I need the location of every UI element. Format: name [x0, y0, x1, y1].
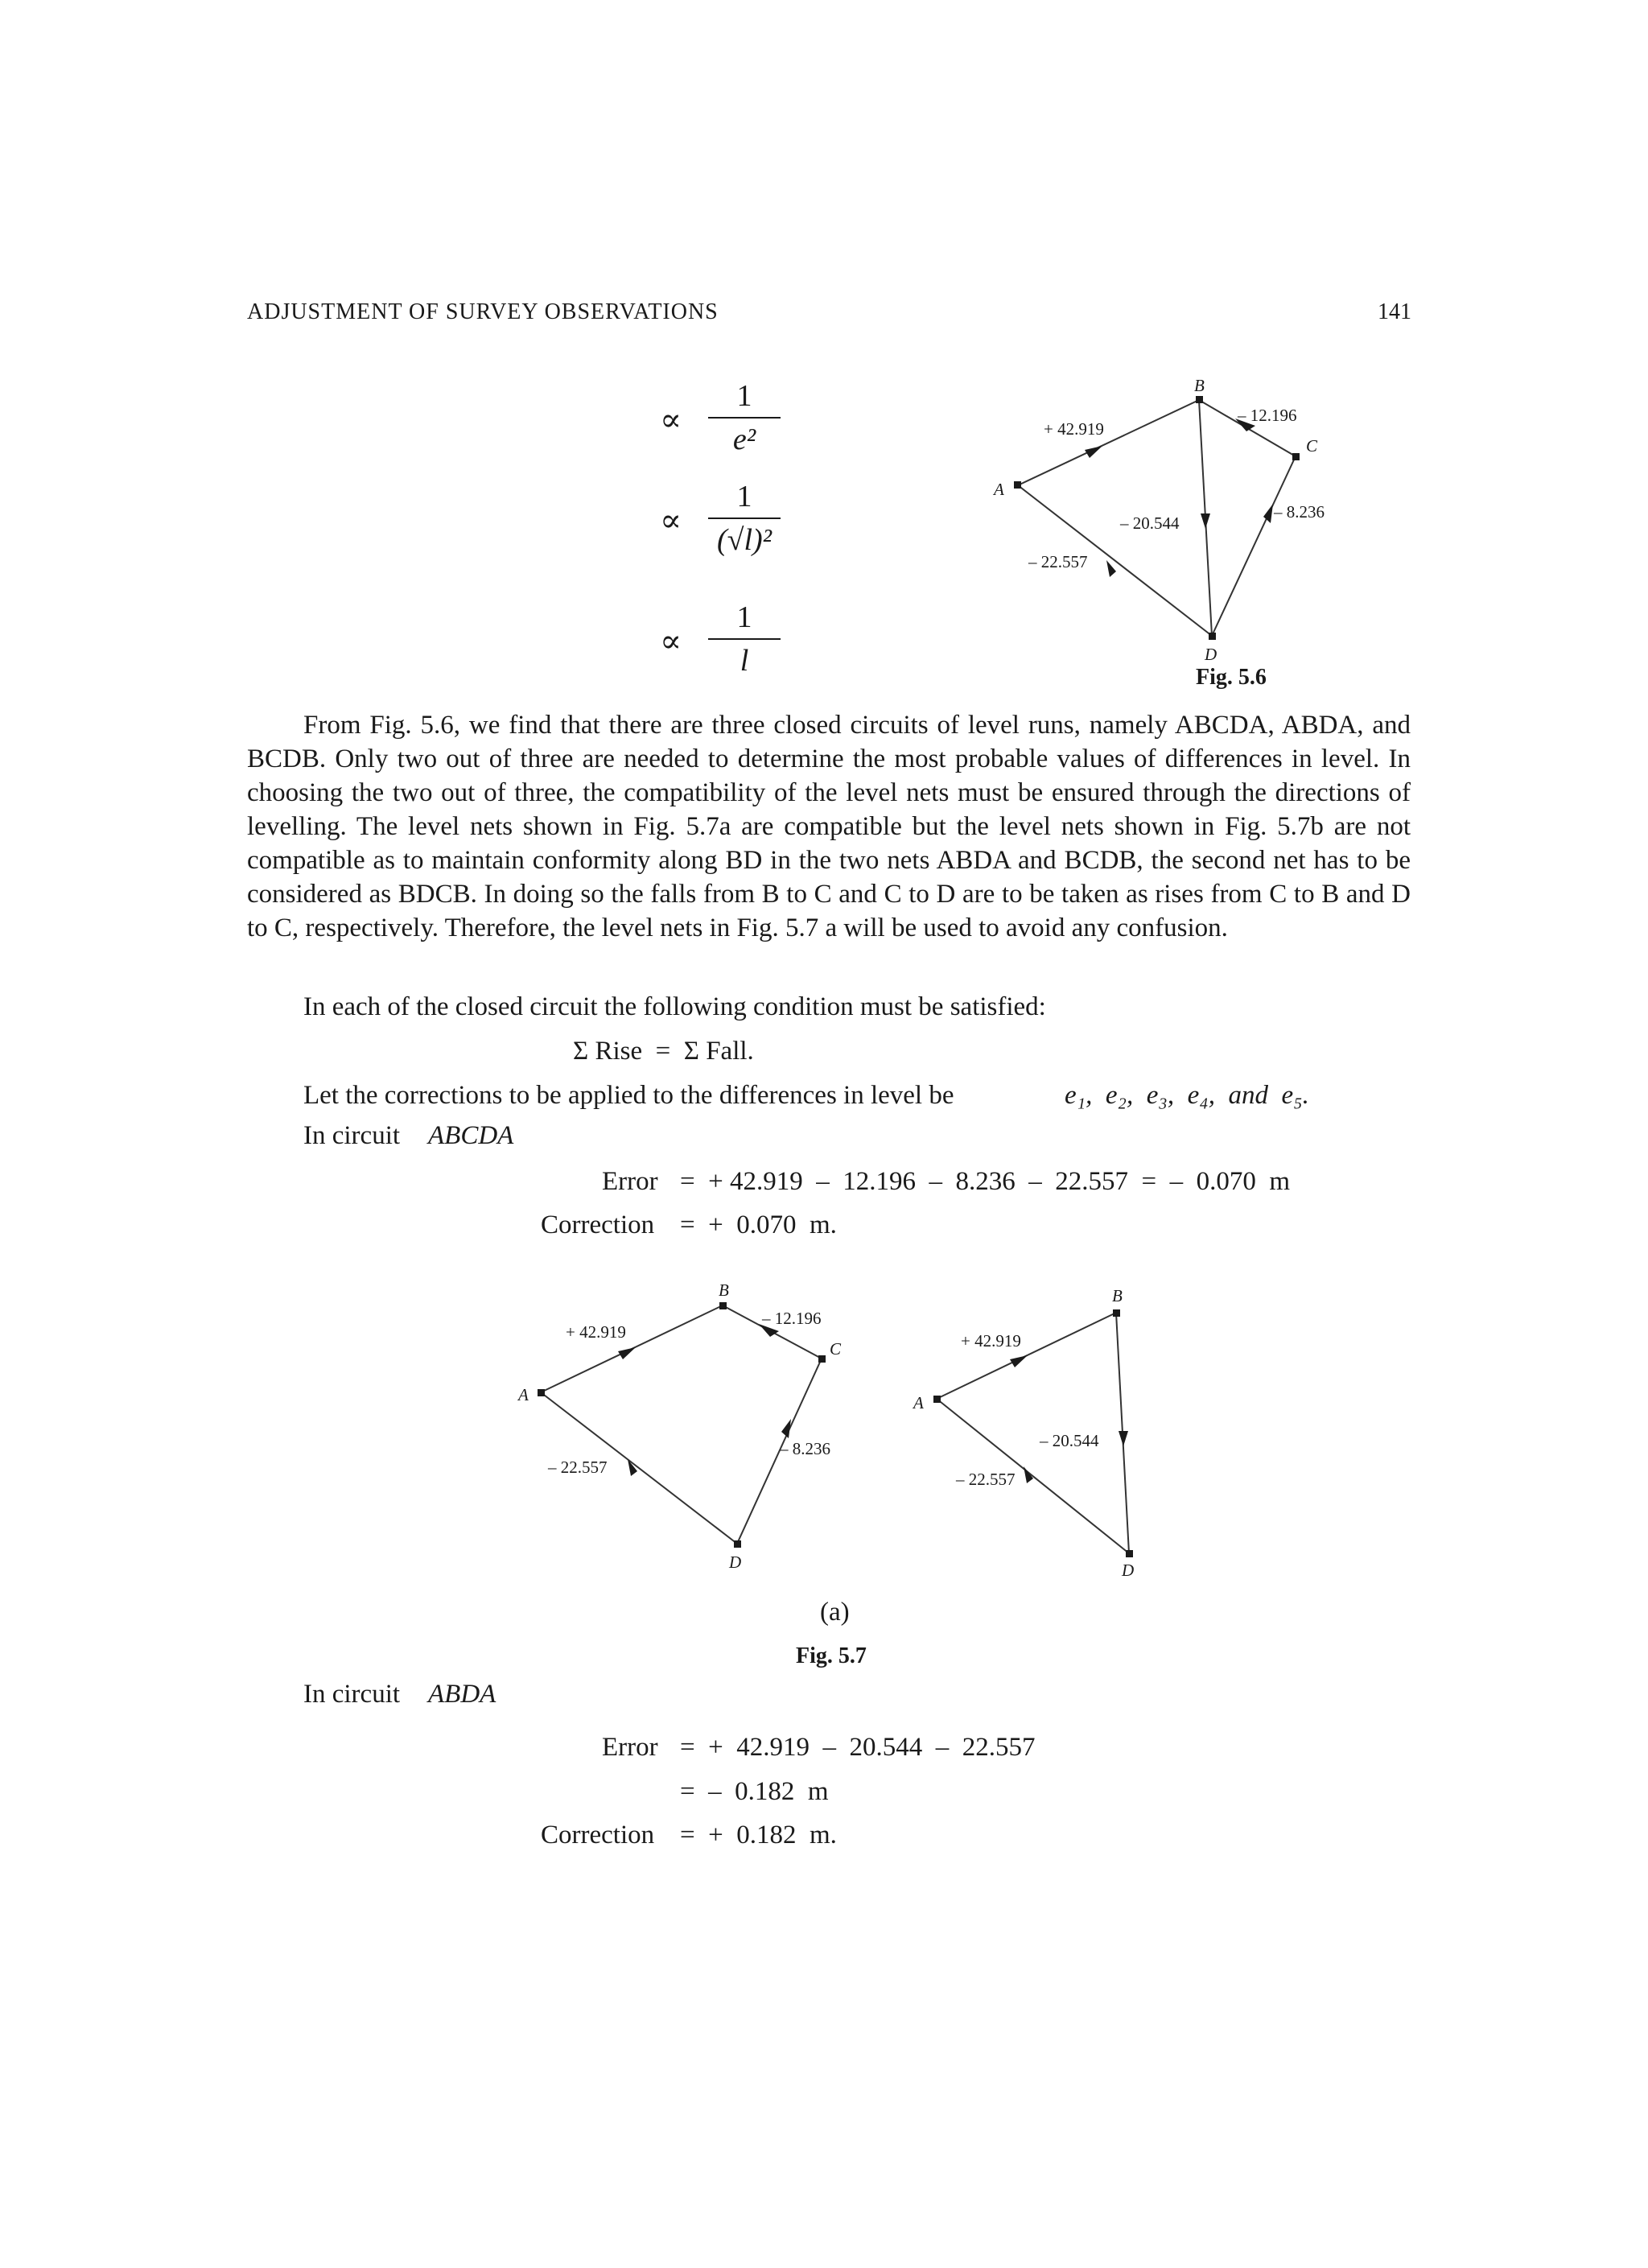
circuit-2-error-label: Error [602, 1733, 658, 1762]
proportional-symbol: ∝ [660, 502, 682, 538]
edge-label-bc: – 12.196 [1238, 406, 1297, 425]
edge-label-bd: – 20.544 [1120, 513, 1180, 533]
point-label-a: A [518, 1385, 529, 1404]
arrow-icon [1263, 504, 1273, 523]
station-marker [1196, 396, 1203, 403]
proportional-symbol: ∝ [660, 623, 682, 659]
fig-5-7-caption: Fig. 5.7 [796, 1643, 867, 1668]
edge-label-ab: + 42.919 [961, 1331, 1021, 1350]
body-paragraph-2: In each of the closed circuit the following condition must be satisfied: [303, 992, 1046, 1021]
fig-5-6-caption: Fig. 5.6 [1196, 665, 1267, 690]
station-marker [1292, 453, 1300, 460]
arrow-icon [1085, 446, 1102, 458]
point-label-c: C [830, 1339, 842, 1359]
edge-label-bd: – 20.544 [1040, 1431, 1099, 1450]
point-label-d: D [1122, 1561, 1135, 1580]
station-marker [933, 1396, 941, 1403]
station-marker [719, 1302, 727, 1309]
arrow-icon [628, 1459, 637, 1476]
circuit-2-name: ABDA [428, 1680, 496, 1709]
arrow-icon [1106, 560, 1116, 577]
fig-5-6-diagram [966, 366, 1352, 672]
point-label-d: D [1205, 645, 1217, 664]
arrow-icon [1010, 1355, 1028, 1367]
station-marker [1209, 633, 1216, 640]
station-marker [734, 1540, 741, 1548]
fig-5-7-diagram [507, 1264, 1167, 1586]
edge-label-ab: + 42.919 [1044, 419, 1104, 439]
edge-label-bc: – 12.196 [762, 1309, 822, 1328]
station-marker [818, 1355, 826, 1363]
circuit-2-correction-label: Correction [541, 1821, 655, 1849]
circuit-1-intro: In circuit [303, 1121, 401, 1150]
running-header: ADJUSTMENT OF SURVEY OBSERVATIONS [247, 299, 719, 324]
edge-label-ab: + 42.919 [566, 1322, 626, 1342]
circuit-1-correction-label: Correction [541, 1210, 655, 1239]
fraction: 1 l [708, 600, 781, 678]
point-label-a: A [913, 1393, 924, 1412]
point-label-b: B [719, 1280, 729, 1300]
arrow-icon [1119, 1431, 1128, 1446]
edge-label-da: – 22.557 [956, 1470, 1016, 1489]
page-number: 141 [1378, 299, 1411, 324]
body-paragraph-1: From Fig. 5.6, we find that there are three closed circuits of level runs, namely ABCDA, ABDA, and BCDB. Only two out of three are needed to determine the most probable values of differences in level. In choosing the two out of three, the compatibility of the level nets must be ensured through the directions of levelling. The level nets shown in Fig. 5.7a are compatible but the level nets shown in Fig. 5.7b are not compatible as to maintain conformity along BD in the two nets ABDA and BCDB, the second net has to be considered as BDCB. In doing so the falls from B to C and C to D are to be taken as rises from C to B and D to C, respectively. Therefore, the level nets in Fig. 5.7 a will be used to avoid any confusion. [247, 711, 1411, 942]
edge-label-da: – 22.557 [548, 1458, 608, 1477]
circuit-1-error-label: Error [602, 1167, 658, 1196]
fraction: 1 (√l)² [708, 479, 781, 558]
circuit-1-correction-expression: = + 0.070 m. [680, 1210, 837, 1239]
station-marker [1126, 1550, 1133, 1557]
point-label-b: B [1194, 376, 1205, 395]
edge-label-cd: – 8.236 [1274, 502, 1325, 522]
arrow-icon [618, 1347, 636, 1359]
edge-label-da: – 22.557 [1028, 552, 1088, 571]
arrow-icon [1201, 513, 1210, 529]
fraction: 1 e² [708, 378, 781, 457]
proportional-symbol: ∝ [660, 402, 682, 438]
fig-5-7-sub-a: (a) [820, 1598, 850, 1627]
circuit-1-error-expression: = + 42.919 – 12.196 – 8.236 – 22.557 = – 0.070 m [680, 1167, 1291, 1196]
circuit-2-error-result: = – 0.182 m [680, 1777, 829, 1806]
circuit-2-intro: In circuit [303, 1680, 401, 1709]
circuit-2-error-expression: = + 42.919 – 20.544 – 22.557 [680, 1733, 1036, 1762]
corrections-variables: e₁, e₂, e₃, e₄, and e₅. [1065, 1081, 1309, 1110]
station-marker [538, 1389, 545, 1396]
station-marker [1014, 481, 1021, 489]
condition-equation: Σ Rise = Σ Fall. [573, 1037, 754, 1066]
point-label-c: C [1306, 436, 1318, 456]
point-label-d: D [729, 1553, 742, 1572]
edge-label-cd: – 8.236 [780, 1439, 830, 1458]
point-label-b: B [1112, 1286, 1123, 1305]
circuit-2-correction-expression: = + 0.182 m. [680, 1821, 837, 1849]
station-marker [1113, 1309, 1120, 1317]
corrections-intro: Let the corrections to be applied to the differences in level be [303, 1081, 954, 1110]
arrow-icon [781, 1419, 791, 1438]
point-label-a: A [994, 480, 1004, 499]
circuit-1-name: ABCDA [428, 1121, 514, 1150]
